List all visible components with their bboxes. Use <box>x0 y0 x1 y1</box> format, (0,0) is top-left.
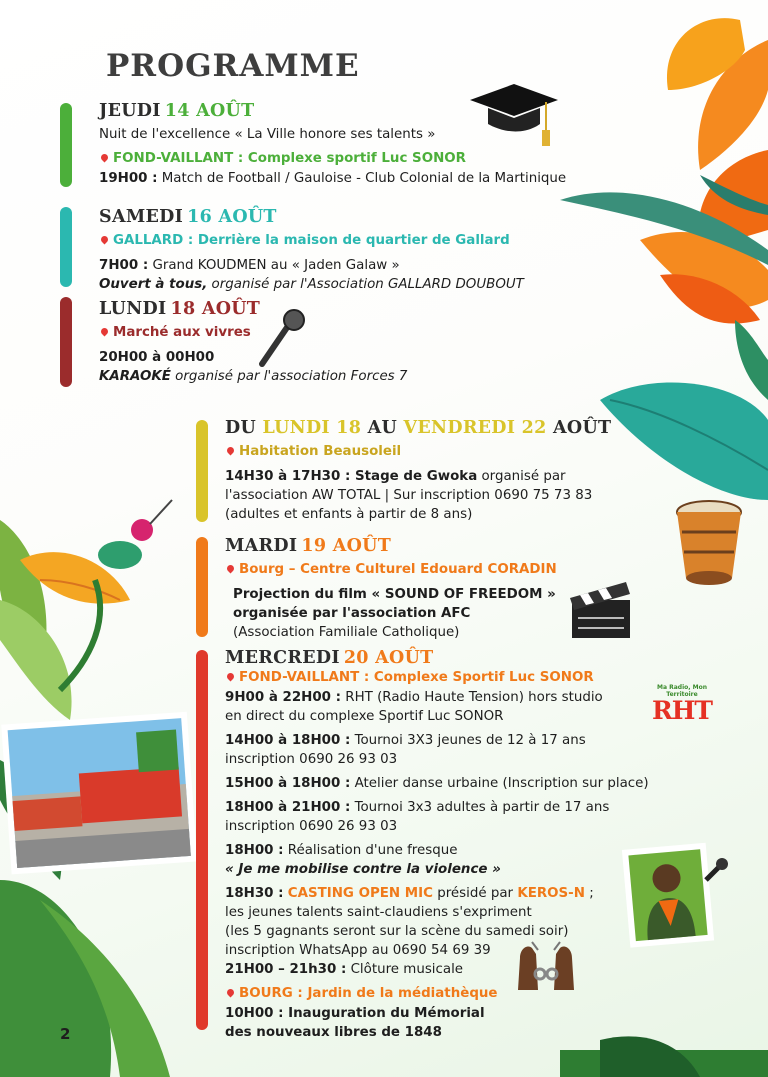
date-label: 16 AOÛT <box>187 207 277 227</box>
event-lundi-heading <box>99 299 407 319</box>
day-label: MERCREDI <box>225 648 340 668</box>
mercredi-item-fresque-slogan: « Je me mobilise contre la violence » <box>225 862 501 877</box>
map-pin-icon <box>100 153 110 163</box>
mercredi-item-tournoi-adultes: 18H00 à 21H00 : Tournoi 3x3 adultes à partir de 17 ans <box>225 800 610 815</box>
event-jeudi-location: FOND-VAILLANT : Complexe sportif Luc SONOR <box>99 149 566 169</box>
map-pin-icon <box>226 672 236 682</box>
event-samedi-location: GALLARD : Derrière la maison de quartier de Gallard <box>99 231 524 251</box>
event-samedi-org: Ouvert à tous, organisé par l'Association GALLARD DOUBOUT <box>99 277 524 292</box>
rht-logo <box>644 684 720 724</box>
event-mardi <box>225 536 557 642</box>
du-lundi-bar <box>196 420 208 522</box>
mercredi-item-danse: 15H00 à 18H00 : Atelier danse urbaine (Inscription sur place) <box>225 776 649 791</box>
map-pin-icon <box>226 446 236 456</box>
mercredi-item-memorial: 10H00 : Inauguration du Mémorial <box>225 1006 485 1021</box>
map-pin-icon <box>100 235 110 245</box>
mercredi-item-tournoi-jeunes-line2: inscription 0690 26 93 03 <box>225 752 398 767</box>
event-mercredi <box>225 648 649 1042</box>
samedi-bar <box>60 207 72 287</box>
event-mardi-heading <box>225 536 557 556</box>
mercredi-item-memorial-line2: des nouveaux libres de 1848 <box>225 1025 442 1040</box>
event-mercredi-location2: BOURG : Jardin de la médiathèque <box>225 984 649 1004</box>
event-du-lundi-line3: (adultes et enfants à partir de 8 ans) <box>225 507 473 522</box>
mercredi-item-fresque: 18H00 : Réalisation d'une fresque <box>225 843 458 858</box>
date-label: 14 AOÛT <box>164 101 255 121</box>
event-jeudi-time: 19H00 : Match de Football / Gauloise - Club Colonial de la Martinique <box>99 171 567 186</box>
date-label: 18 AOÛT <box>170 299 261 319</box>
map-pin-icon <box>226 988 236 998</box>
event-mercredi-location1: FOND-VAILLANT : Complexe Sportif Luc SONOR <box>225 668 649 688</box>
mercredi-item-cloture: 21H00 – 21h30 : Clôture musicale <box>225 962 464 977</box>
event-mardi-line2: organisée par l'association AFC <box>233 606 471 621</box>
date-label: 19 AOÛT <box>301 536 392 556</box>
event-jeudi-heading <box>99 101 566 121</box>
event-du-lundi <box>225 418 611 524</box>
mercredi-item-casting: 18H30 : CASTING OPEN MIC présidé par KEROS-N ; <box>225 886 594 901</box>
map-pin-icon <box>100 327 110 337</box>
event-du-lundi-heading: DU LUNDI 18 AU VENDREDI 22 AOÛT <box>225 418 612 438</box>
rht-tagline: Ma Radio, Mon Territoire <box>657 684 707 698</box>
event-lundi-location: Marché aux vivres <box>99 323 407 343</box>
event-du-lundi-time: 14H30 à 17H30 : Stage de Gwoka organisé par <box>225 469 566 484</box>
mercredi-item-rht: 9H00 à 22H00 : RHT (Radio Haute Tension) hors studio <box>225 690 603 705</box>
event-du-lundi-line2: l'association AW TOTAL | Sur inscription 0690 75 73 83 <box>225 488 593 503</box>
lundi-bar <box>60 297 72 387</box>
page-number: 2 <box>60 1025 71 1043</box>
hummingbird-illustration <box>0 500 172 720</box>
event-jeudi-line1: Nuit de l'excellence « La Ville honore ses talents » <box>99 127 436 142</box>
mercredi-item-casting-line4: inscription WhatsApp au 0690 54 69 39 <box>225 943 491 958</box>
event-mardi-line1: Projection du film « SOUND OF FREEDOM » <box>233 587 556 602</box>
event-samedi-time: 7H00 : Grand KOUDMEN au « Jaden Galaw » <box>99 258 400 273</box>
page-title: PROGRAMME <box>106 48 360 84</box>
date-label: 20 AOÛT <box>343 648 434 668</box>
event-lundi-time: 20H00 à 00H00 <box>99 350 215 365</box>
mercredi-bar <box>196 650 208 1030</box>
event-samedi <box>99 207 524 294</box>
day-label: JEUDI <box>99 101 161 121</box>
drum-icon <box>672 498 746 588</box>
event-lundi <box>99 299 407 386</box>
mercredi-item-tournoi-adultes-line2: inscription 0690 26 93 03 <box>225 819 398 834</box>
event-du-lundi-location: Habitation Beausoleil <box>225 442 611 462</box>
rht-logo-text: RHT <box>651 696 712 725</box>
mercredi-item-casting-line3: (les 5 gagnants seront sur la scène du samedi soir) <box>225 924 569 939</box>
jeudi-bar <box>60 103 72 187</box>
day-label: MARDI <box>225 536 298 556</box>
day-label: LUNDI <box>99 299 167 319</box>
clapperboard-icon <box>566 574 636 644</box>
event-mardi-location: Bourg – Centre Culturel Edouard CORADIN <box>225 560 557 580</box>
mercredi-item-rht-line2: en direct du complexe Sportif Luc SONOR <box>225 709 504 724</box>
mercredi-item-tournoi-jeunes: 14H00 à 18H00 : Tournoi 3X3 jeunes de 12 à 17 ans <box>225 733 586 748</box>
event-lundi-karaoke: KARAOKÉ organisé par l'association Forces 7 <box>99 369 408 384</box>
mardi-bar <box>196 537 208 637</box>
mercredi-item-casting-line2: les jeunes talents saint-claudiens s'expriment <box>225 905 532 920</box>
event-samedi-heading <box>99 207 524 227</box>
complexe-photo <box>1 712 197 875</box>
event-mardi-line3: (Association Familiale Catholique) <box>233 625 460 640</box>
event-jeudi <box>99 101 566 188</box>
event-mercredi-heading <box>225 648 649 668</box>
day-label: SAMEDI <box>99 207 184 227</box>
map-pin-icon <box>226 564 236 574</box>
